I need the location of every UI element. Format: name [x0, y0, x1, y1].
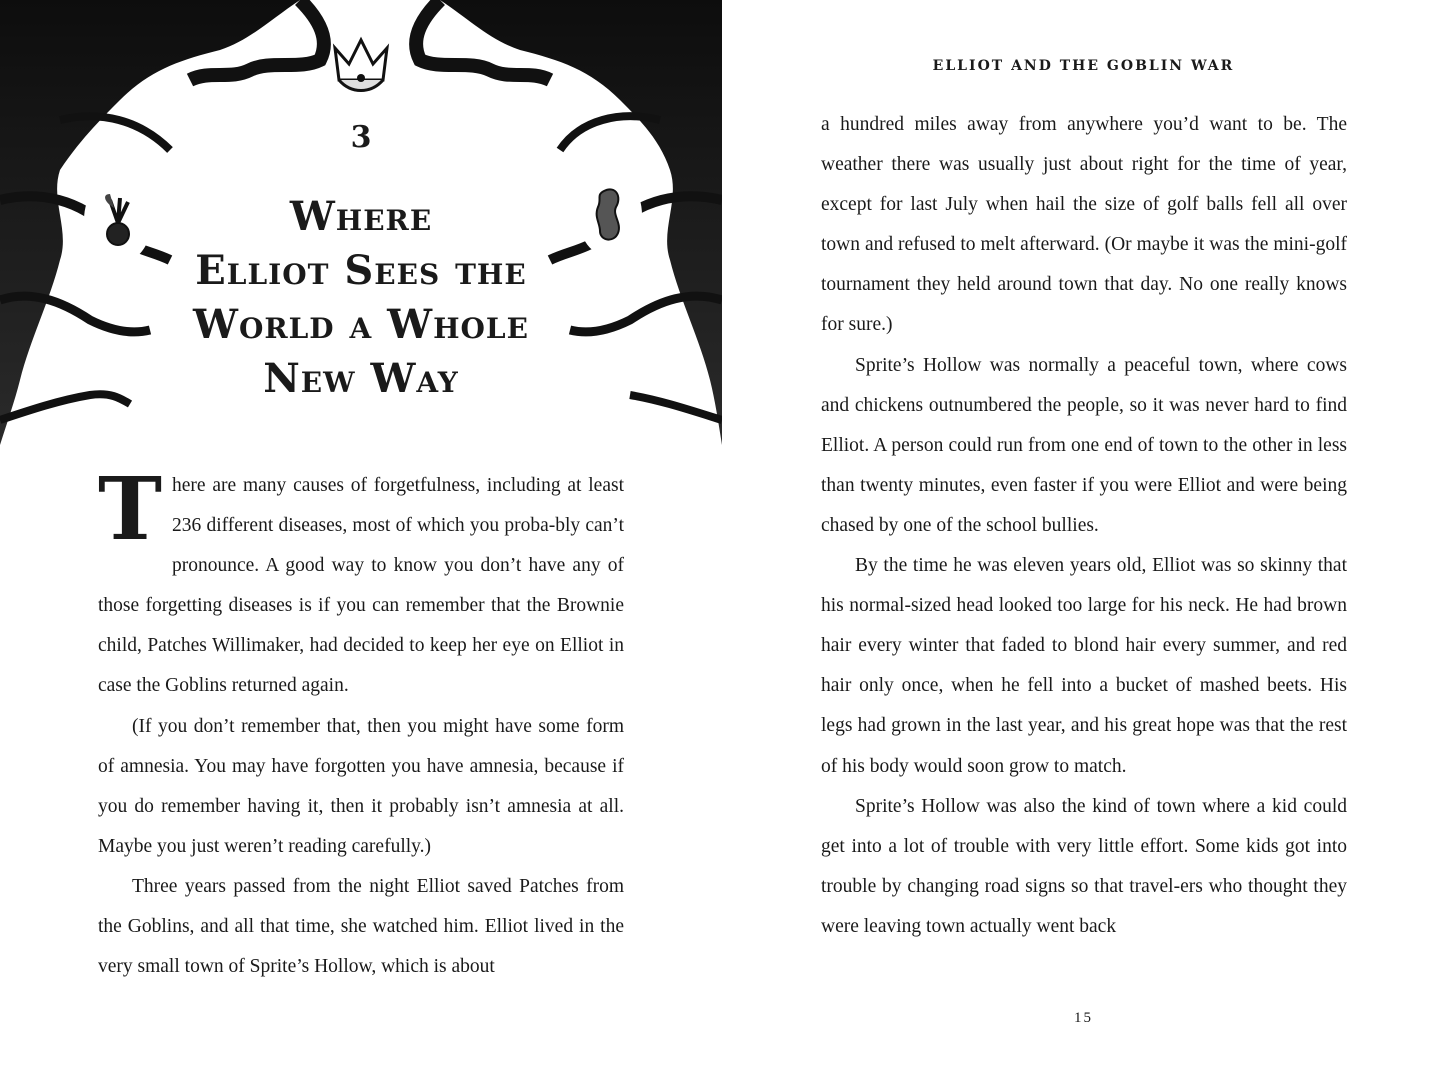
running-head: ELLIOT AND THE GOBLIN WAR	[932, 58, 1235, 74]
paragraph: (If you don’t remember that, then you might have some form of amnesia. You may have forgotten you have amnesia, because if you do remember having it, then it probably isn’t amnesia at all. Maybe you just weren’t reading carefully.)	[98, 715, 624, 857]
paragraph: Sprite’s Hollow was normally a peaceful town, where cows and chickens outnumbered the people, so it was never hard to find Elliot. A person could run from one end of town to the other in less than twenty minutes, even faster if you were Elliot and were being chased by one of the school bullies.	[821, 354, 1347, 536]
chapter-number: 3	[350, 120, 372, 155]
page-number: 15	[1074, 1010, 1093, 1026]
paragraph: There are many causes of forgetfulness, including at least 236 different diseases, most of which you proba-bly can’t pronounce. A good way to know you don’t have any of those forgetting diseases is if you can remember that the Brownie child, Patches Willimaker, had decided to keep her eye on Elliot in case the Goblins returned again.	[98, 459, 624, 697]
crown-icon	[335, 40, 387, 91]
right-page	[722, 0, 1445, 1084]
chapter-title-line: New Way	[263, 355, 459, 402]
peanut-icon	[597, 189, 619, 239]
left-body-text	[98, 459, 624, 987]
chapter-title-line: World a Whole	[193, 301, 529, 348]
paragraph: By the time he was eleven years old, Elliot was so skinny that his normal-sized head looked too large for his neck. He had brown hair every winter that faded to blond hair every summer, and red hair only once, when he fell into a bucket of mashed beets. His legs had grown in the last year, and his great hope was that the rest of his body would soon grow to match.	[821, 555, 1347, 777]
chapter-title-line: Elliot Sees the	[195, 247, 527, 294]
chapter-title	[170, 190, 552, 406]
paragraph: Sprite’s Hollow was also the kind of town where a kid could get into a lot of trouble with very little effort. Some kids got into trouble by changing road signs so that travel-ers who thought they were leaving town actually went back	[821, 795, 1347, 937]
chapter-title-line: Where	[289, 193, 433, 240]
drop-cap: T	[98, 459, 162, 560]
paragraph: a hundred miles away from anywhere you’d want to be. The weather there was usually just about right for the time of year, except for last July when hail the size of golf balls fell all over town and refused to melt afterward. (Or maybe it was the mini-golf tournament they held around town that day. No one really knows for sure.)	[821, 114, 1347, 336]
left-page	[0, 0, 722, 1084]
right-body-text	[821, 105, 1347, 947]
paragraph: Three years passed from the night Elliot saved Patches from the Goblins, and all that time, she watched him. Elliot lived in the very small town of Sprite’s Hollow, which is about	[98, 875, 624, 978]
